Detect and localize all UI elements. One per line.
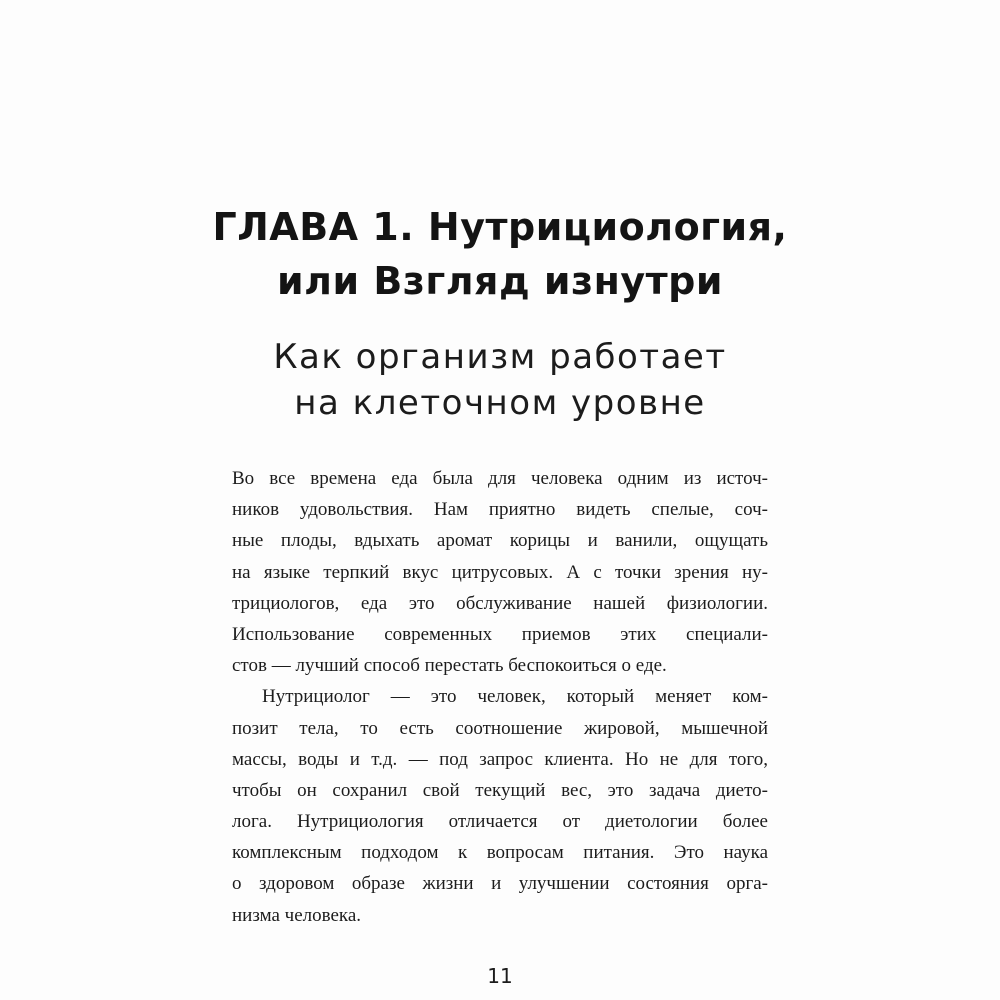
text-line: позит тела, то есть соотношение жировой, мышечной [232, 717, 768, 739]
text-line: Нутрициолог — это человек, который меняет ком- [262, 686, 768, 708]
chapter-subtitle-line: на клеточном уровне [294, 383, 706, 423]
chapter-subtitle [0, 334, 1000, 426]
text-line: о здоровом образе жизни и улучшении состояния орга- [232, 873, 768, 895]
text-line: стов — лучший способ перестать беспокоиться о еде. [232, 655, 667, 677]
chapter-title [0, 200, 1000, 308]
text-line: чтобы он сохранил свой текущий вес, это задача дието- [232, 779, 768, 801]
text-line: низма человека. [232, 904, 362, 926]
text-line: на языке терпкий вкус цитрусовых. А с точки зрения ну- [232, 561, 768, 583]
text-line: Использование современных приемов этих специали- [232, 623, 768, 645]
text-line: ные плоды, вдыхать аромат корицы и ванили, ощущать [232, 530, 768, 552]
body-text [232, 463, 768, 931]
text-line: массы, воды и т.д. — под запрос клиента. Но не для того, [232, 748, 768, 770]
text-line: ников удовольствия. Нам приятно видеть спелые, соч- [232, 499, 768, 521]
text-line: Во все времена еда была для человека одним из источ- [232, 468, 768, 489]
text-line: лога. Нутрициология отличается от диетологии более [232, 811, 768, 833]
paragraph-2 [232, 681, 768, 931]
chapter-title-line: ГЛАВА 1. Нутрициология, [212, 205, 788, 249]
text-line: комплексным подходом к вопросам питания. Это наука [232, 842, 768, 864]
chapter-title-line: или Взгляд изнутри [277, 259, 723, 303]
text-line: трициологов, еда это обслуживание нашей физиологии. [232, 592, 768, 614]
page-number: 11 [487, 964, 513, 988]
paragraph-1 [232, 463, 768, 681]
chapter-subtitle-line: Как организм работает [273, 337, 727, 377]
